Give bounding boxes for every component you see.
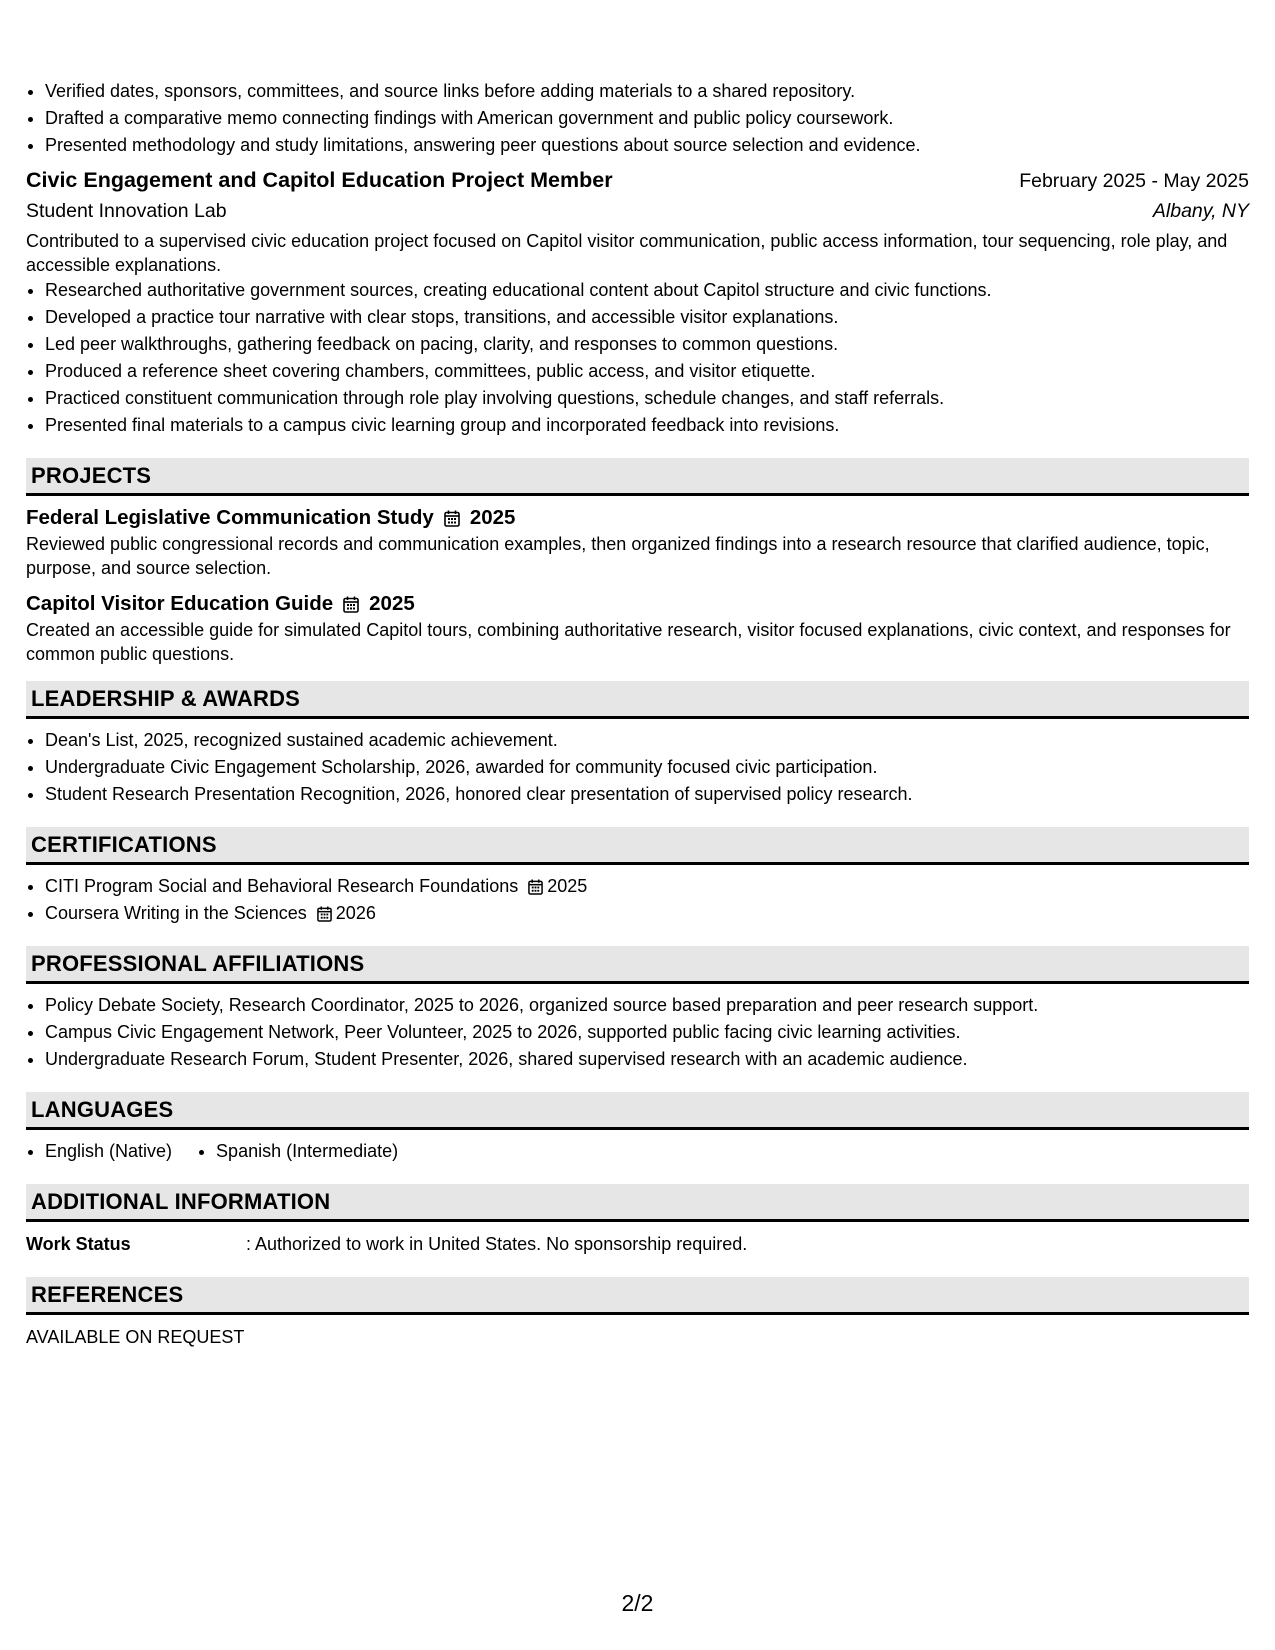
calendar-icon	[343, 596, 359, 613]
list-item: • Drafted a comparative memo connecting findings with American government and public policy coursework.	[45, 105, 1249, 132]
experience-entry	[26, 165, 1249, 439]
project-title: Capitol Visitor Education Guide	[26, 592, 334, 615]
calendar-icon	[317, 906, 332, 922]
certifications-list	[26, 873, 1249, 927]
languages-list	[26, 1138, 442, 1165]
leadership-list	[26, 727, 1249, 808]
language-item: • Spanish (Intermediate)	[216, 1138, 398, 1165]
work-status-row	[26, 1230, 1249, 1258]
list-item: • Verified dates, sponsors, committees, and source links before adding materials to a shared repository.	[45, 78, 1249, 105]
list-item: • Presented methodology and study limitations, answering peer questions about source selection and evidence.	[45, 132, 1249, 159]
experience-title: Civic Engagement and Capitol Education Project Member	[26, 168, 613, 192]
list-item: • Policy Debate Society, Research Coordinator, 2025 to 2026, organized source based preparation and peer research support.	[45, 992, 1249, 1019]
section-header-leadership	[26, 681, 1249, 719]
section-title: ADDITIONAL INFORMATION	[31, 1188, 331, 1214]
language-item: • English (Native)	[45, 1138, 172, 1165]
resume-page	[26, 78, 1249, 1351]
certification-year: 2026	[335, 903, 376, 923]
project-description: Created an accessible guide for simulated Capitol tours, combining authoritative research, visitor focused explanations, civic context, and responses for common public questions.	[26, 620, 1231, 664]
affiliations-list	[26, 992, 1249, 1073]
section-header-references	[26, 1277, 1249, 1315]
calendar-icon	[444, 510, 460, 527]
experience-description: Contributed to a supervised civic education project focused on Capitol visitor communication, public access information, tour sequencing, role play, and accessible explanations.	[26, 231, 1228, 275]
experience-location: Albany, NY	[1152, 200, 1249, 222]
list-item: • Presented final materials to a campus civic learning group and incorporated feedback into revisions.	[45, 412, 1249, 439]
list-item: • Dean's List, 2025, recognized sustained academic achievement.	[45, 727, 1249, 754]
list-item	[45, 873, 1249, 900]
experience-organization: Student Innovation Lab	[26, 200, 227, 222]
previous-entry-bullets	[26, 78, 1249, 159]
project-year: 2025	[469, 506, 516, 529]
list-item: • Practiced constituent communication through role play involving questions, schedule changes, and staff referrals.	[45, 385, 1249, 412]
certification-name: CITI Program Social and Behavioral Research Foundations	[45, 876, 519, 896]
list-item: • Undergraduate Research Forum, Student Presenter, 2026, shared supervised research with an academic audience.	[45, 1046, 1249, 1073]
section-title: LANGUAGES	[31, 1096, 174, 1122]
section-header-certifications	[26, 827, 1249, 865]
project-item	[26, 590, 1249, 666]
list-item: • Student Research Presentation Recognition, 2026, honored clear presentation of supervised policy research.	[45, 781, 1249, 808]
certification-year: 2025	[547, 876, 588, 896]
section-header-additional-info	[26, 1184, 1249, 1222]
section-title: LEADERSHIP & AWARDS	[31, 685, 301, 711]
project-title: Federal Legislative Communication Study	[26, 506, 434, 529]
project-description: Reviewed public congressional records and communication examples, then organized findings into a research resource that clarified audience, topic, purpose, and source selection.	[26, 534, 1210, 578]
experience-bullets	[26, 277, 1249, 439]
list-item: • Developed a practice tour narrative with clear stops, transitions, and accessible visitor explanations.	[45, 304, 1249, 331]
section-title: CERTIFICATIONS	[31, 831, 217, 857]
list-item: • Researched authoritative government sources, creating educational content about Capitol structure and civic functions.	[45, 277, 1249, 304]
list-item: • Produced a reference sheet covering chambers, committees, public access, and visitor etiquette.	[45, 358, 1249, 385]
list-item: • Campus Civic Engagement Network, Peer Volunteer, 2025 to 2026, supported public facing civic learning activities.	[45, 1019, 1249, 1046]
section-title: PROJECTS	[31, 462, 152, 488]
section-header-affiliations	[26, 946, 1249, 984]
languages-row	[26, 1138, 1249, 1165]
section-title: REFERENCES	[31, 1281, 184, 1307]
project-item	[26, 504, 1249, 580]
page-number: 2/2	[621, 1590, 654, 1616]
work-status-label: Work Status	[26, 1234, 131, 1254]
experience-dates: February 2025 - May 2025	[1019, 170, 1249, 192]
list-item	[45, 900, 1249, 927]
list-item: • Undergraduate Civic Engagement Scholarship, 2026, awarded for community focused civic participation.	[45, 754, 1249, 781]
project-year: 2025	[369, 592, 415, 615]
work-status-value: : Authorized to work in United States. No sponsorship required.	[246, 1234, 748, 1254]
references-text: AVAILABLE ON REQUEST	[26, 1327, 245, 1347]
section-title: PROFESSIONAL AFFILIATIONS	[31, 950, 365, 976]
list-item: • Led peer walkthroughs, gathering feedback on pacing, clarity, and responses to common questions.	[45, 331, 1249, 358]
certification-name: Coursera Writing in the Sciences	[45, 903, 307, 923]
calendar-icon	[528, 879, 543, 895]
section-header-languages	[26, 1092, 1249, 1130]
section-header-projects	[26, 458, 1249, 496]
